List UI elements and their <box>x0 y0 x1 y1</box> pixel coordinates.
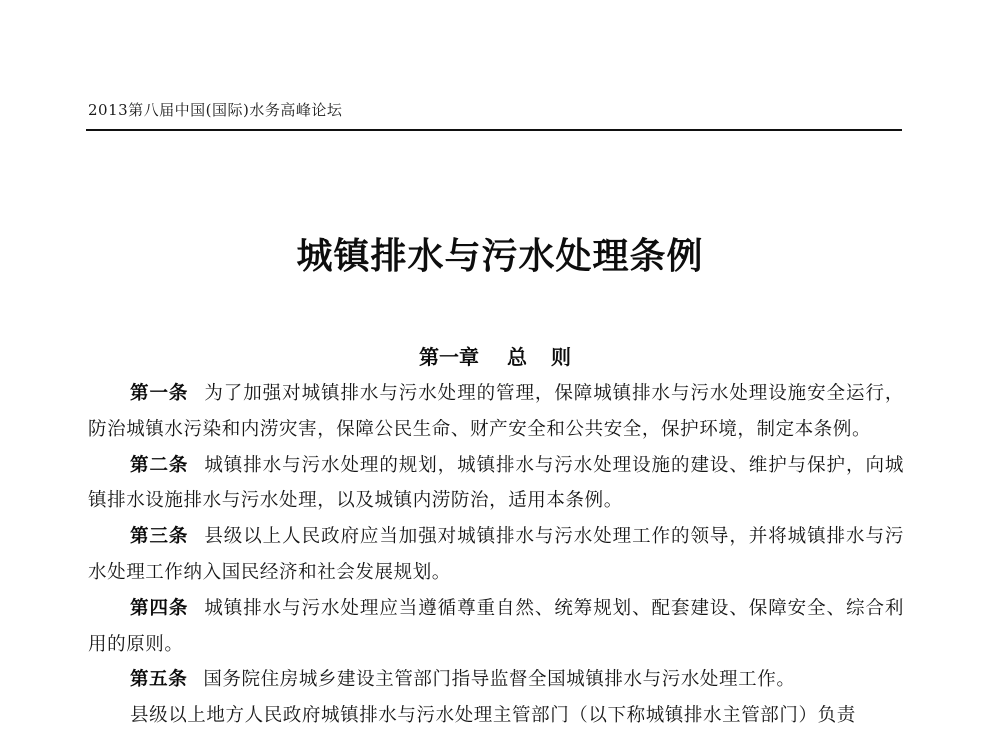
header-divider <box>86 129 902 131</box>
chapter-name-part1: 总 <box>507 345 527 369</box>
article-text: 县级以上人民政府应当加强对城镇排水与污水处理工作的领导，并将城镇排水与污水处理工作纳入国民经济和社会发展规划。 <box>88 526 904 583</box>
running-header: 2013第八届中国(国际)水务高峰论坛 <box>88 101 343 119</box>
chapter-number: 第一章 <box>419 345 479 369</box>
article-text: 县级以上地方人民政府城镇排水与污水处理主管部门（以下称城镇排水主管部门）负责 <box>130 705 856 727</box>
article-4 <box>88 591 904 663</box>
chapter-name-part2: 则 <box>551 345 571 369</box>
article-2 <box>88 448 904 520</box>
article-3 <box>88 519 904 591</box>
article-text: 城镇排水与污水处理的规划，城镇排水与污水处理设施的建设、维护与保护，向城镇排水设施排水与污水处理，以及城镇内涝防治，适用本条例。 <box>88 454 904 512</box>
chapter-heading <box>0 341 990 370</box>
article-list <box>88 376 904 734</box>
article-text: 为了加强对城镇排水与污水处理的管理，保障城镇排水与污水处理设施安全运行，防治城镇水污染和内涝灾害，保障公民生命、财产安全和公共安全，保护环境，制定本条例。 <box>88 383 904 440</box>
article-1 <box>88 376 904 448</box>
document-title: 城镇排水与污水处理条例 <box>296 236 704 277</box>
article-label: 第五条 <box>130 669 188 691</box>
article-label: 第一条 <box>130 383 189 404</box>
article-label: 第四条 <box>130 597 189 619</box>
article-text: 城镇排水与污水处理应当遵循尊重自然、统筹规划、配套建设、保障安全、综合利用的原则。 <box>88 597 904 655</box>
article-5-continued <box>88 698 904 734</box>
article-label: 第二条 <box>130 454 189 476</box>
article-text: 国务院住房城乡建设主管部门指导监督全国城镇排水与污水处理工作。 <box>203 669 796 691</box>
article-label: 第三条 <box>130 526 189 548</box>
article-5 <box>88 662 904 698</box>
